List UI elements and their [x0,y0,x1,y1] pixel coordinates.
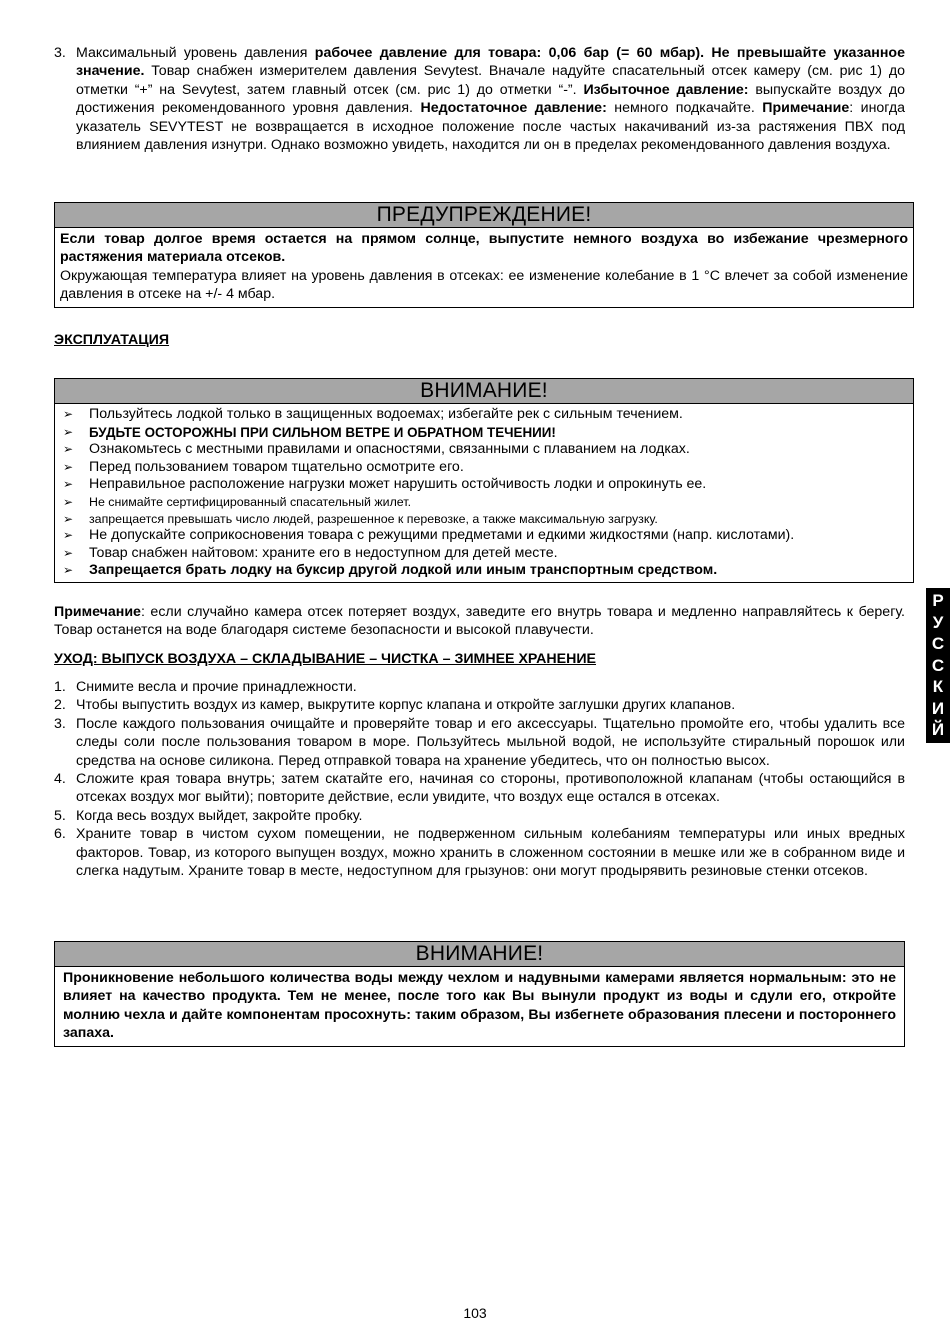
list-item-text: Запрещается брать лодку на буксир другой лодкой или иным транспортным средством. [89,562,718,579]
list-item [63,562,907,580]
list-item-text: Ознакомьтесь с местными правилами и опасностями, связанными с плаванием на лодках. [89,441,690,458]
note-text: : если случайно камера отсек потеряет воздух, заведите его внутрь товара и медленно направляйтесь к берегу. Товар останется на воде благодаря системе безопасности и высокой плавучести. [54,604,905,639]
arrow-bullet-icon: ➢ [63,563,74,578]
list-item-text: Не снимайте сертифицированный спасательный жилет. [89,494,412,509]
list-item [54,715,905,770]
list-item [54,807,905,825]
step-text: После каждого пользования очищайте и проверяйте товар и его аксессуары. Тщательно промойте его, чтобы удалить все следы соли после пользования товаром в море. Пользуйтесь мыльной водой, не используйте стиральный порошок или средства на основе силикона. Перед отправкой товара на хранение убедитесь, что он полностью высох. [76,715,905,769]
text-run: Товар снабжен измерителем давления Sevytest. Вначале надуйте спасательный отсек камеру (см. рис 1) до отметки “+” на Sevytest, затем главный отсек (см. рис 1) до отметки “-”. [76,63,905,98]
side-tab-letter: У [932,612,944,632]
list-item [63,424,907,442]
list-item [54,678,905,696]
step-text: Храните товар в чистом сухом помещении, не подверженном сильным колебаниям температуры или иных вредных факторов. Товар, из которого выпущен воздух, можно хранить в сложенном состоянии в мешке или же в собранном виде и слегка надутым. Храните товар в месте, недоступном для грызунов: они могут продырявить резиновые стенки отсеков. [76,826,905,880]
side-tab-letter: К [932,677,944,697]
arrow-bullet-icon: ➢ [63,477,74,492]
step-number: 1. [54,679,66,695]
list-item [63,527,907,545]
attention-title: ВНИМАНИЕ! [55,379,913,404]
arrow-bullet-icon: ➢ [63,545,74,560]
arrow-bullet-icon: ➢ [63,424,74,439]
warning-bold-text: Если товар долгое время остается на прямом солнце, выпустите немного воздуха во избежание чрезмерного растяжения материала отсеков. [60,231,908,266]
attention-list [55,404,913,582]
side-tab-letter: С [931,655,945,675]
item-number: 3. [54,45,66,61]
list-item-text: запрещается превышать число людей, разрешенное к перевозке, а также максимальную загрузку. [89,511,658,526]
bold-run: Недостаточное давление: [420,100,607,117]
list-item-text: Пользуйтесь лодкой только в защищенных водоемах; избегайте рек с сильным течением. [89,406,683,422]
text-run: Максимальный уровень давления [76,45,315,61]
care-steps-list [54,678,905,880]
text-run: выпускайте воздух до достижения рекомендованного уровня давления. [76,81,905,117]
list-item [63,459,907,477]
pressure-instructions-text [76,44,905,154]
list-item-text: Перед пользованием товаром тщательно осмотрите его. [89,458,464,475]
section-heading-care: УХОД: ВЫПУСК ВОЗДУХА – СКЛАДЫВАНИЕ – ЧИСТКА – ЗИМНЕЕ ХРАНЕНИЕ [54,651,597,667]
list-item [63,511,907,528]
note-paragraph [54,603,905,640]
arrow-bullet-icon: ➢ [63,459,74,474]
step-number: 2. [54,697,66,714]
list-item-text: БУДЬТЕ ОСТОРОЖНЫ ПРИ СИЛЬНОМ ВЕТРЕ И ОБРАТНОМ ТЕЧЕНИИ! [89,424,556,440]
step-text: Сложите края товара внутрь; затем скатайте его, начиная со стороны, противоположной клапанам (чтобы остающийся в отсеках воздух мог выйти); повторите действие, если увидите, что воздух еще остался в отсеках. [76,771,905,806]
list-item [63,494,907,511]
warning-body [55,228,913,307]
attention-title: ВНИМАНИЕ! [55,942,904,967]
list-item [54,696,905,714]
arrow-bullet-icon: ➢ [63,494,74,509]
page-number: 103 [463,1305,487,1321]
step-number: 3. [54,715,66,732]
list-item [54,770,905,807]
step-text: Снимите весла и прочие принадлежности. [76,679,357,695]
arrow-bullet-icon: ➢ [63,407,74,421]
side-tab-letter: Й [931,720,945,740]
text-run: : иногда указатель SEVYTEST не возвращается в исходное положение после частых накачиваний из-за растяжения ПВХ под влиянием давления изнутри. Однако возможно увидеть, находится ли он в пределах рекомендованного давления воздуха. [76,100,906,154]
arrow-bullet-icon: ➢ [63,511,74,526]
list-item-text: Товар снабжен найтовом: храните его в недоступном для детей месте. [89,544,558,561]
list-item [54,825,905,880]
attention-box [54,378,914,583]
list-item [63,406,907,424]
bold-run: Примечание [762,100,850,117]
bold-run: Избыточное давление: [583,81,749,98]
side-tab-letter: И [931,698,945,718]
step-text: Когда весь воздух выйдет, закройте пробку. [76,807,363,824]
attention-body: Проникновение небольшого количества воды между чехлом и надувными камерами является нормальным: это не влияет на качество продукта. Тем не менее, после того как Вы вынули продукт из воды и сдули его, откройте молнию чехла и дайте компонентам просохнуть: таким образом, Вы избегнете образования плесени и постороннего запаха. [63,970,896,1042]
language-side-tab [926,588,950,743]
side-tab-letter: С [931,634,945,654]
section-heading-operation: ЭКСПЛУАТАЦИЯ [54,332,170,348]
bold-run: рабочее давление для товара: 0,06 бар (= 60 мбар). Не превышайте указанное значение. [76,45,905,80]
attention-box-storage [54,941,905,1047]
note-label: Примечание [54,604,141,620]
list-item-text: Неправильное расположение нагрузки может нарушить остойчивость лодки и опрокинуть ее. [89,476,707,493]
step-text: Чтобы выпустить воздух из камер, выкрутите корпус клапана и откройте заглушки других клапанов. [76,697,736,714]
list-item [63,476,907,494]
list-item [63,545,907,563]
text-run: немного подкачайте. [606,100,763,117]
arrow-bullet-icon: ➢ [63,442,74,457]
step-number: 6. [54,826,66,843]
list-item [63,441,907,459]
arrow-bullet-icon: ➢ [63,528,74,543]
warning-box [54,202,914,308]
side-tab-letter: Р [932,591,944,611]
step-number: 5. [54,807,66,824]
warning-text: Окружающая температура влияет на уровень давления в отсеках: ее изменение колебание в 1 °C влечет за собой изменение давления в отсеке на +/- 4 мбар. [60,267,908,303]
warning-title: ПРЕДУПРЕЖДЕНИЕ! [55,203,913,228]
pressure-instructions-item [54,44,905,154]
list-item-text: Не допускайте соприкосновения товара с режущими предметами и едкими жидкостями (напр. кислотами). [89,527,795,544]
step-number: 4. [54,771,66,788]
